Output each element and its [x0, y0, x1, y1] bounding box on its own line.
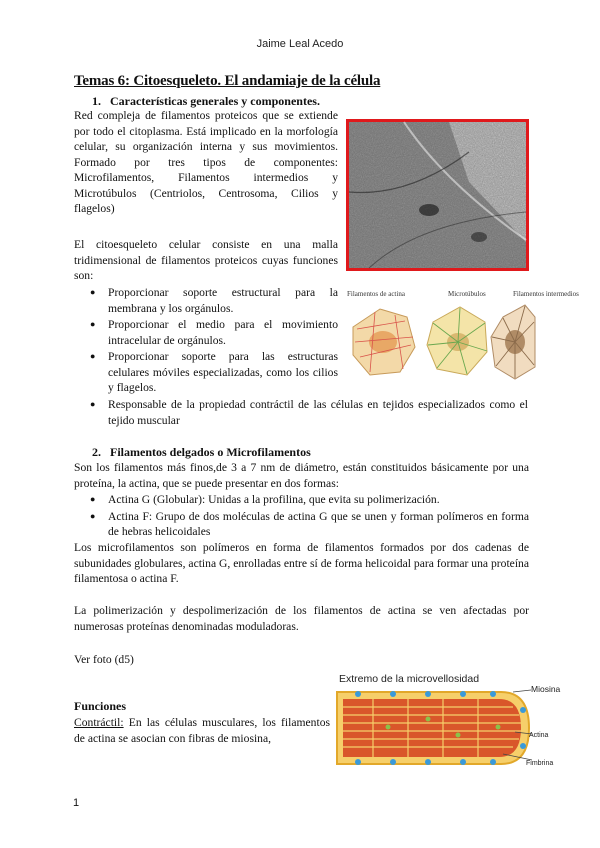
- list-item: ● Actina F: Grupo de dos moléculas de actina G que se unen y forman polímeros en forma de hebras helicoidales: [88, 509, 529, 540]
- section-2-para-2: Los microfilamentos son polímeros en forma de filamentos formados por dos cadenas de subunidades globulares, actina G, enrolladas entre sí de forma helicoidal para formar una proteína filamentosa o actina F.: [74, 541, 529, 585]
- section-1-para-2: El citoesqueleto celular consiste en una malla tridimensional de filamentos proteicos cuyas funciones son:: [74, 238, 338, 282]
- caption-intermediate: Filamentos intermedios: [513, 290, 579, 298]
- section-2-heading: 2. Filamentos delgados o Microfilamentos: [92, 445, 311, 459]
- section-2-para-1: Son los filamentos más finos,de 3 a 7 nm de diámetro, están constituidos básicamente por una proteína, la actina, que se puede presentar en dos formas:: [74, 461, 529, 490]
- page-title: Temas 6: Citoesqueleto. El andamiaje de la célula: [74, 73, 381, 89]
- list-item: ● Proporcionar el medio para el movimiento intracelular de orgánulos.: [88, 317, 338, 348]
- page-number: 1: [73, 797, 80, 809]
- label-actina: Actina: [529, 732, 549, 739]
- contractile-text: En las células musculares, los filamentos de actina se asocian con fibras de miosina,: [74, 716, 330, 745]
- cell-intermediate-icon: [491, 305, 535, 379]
- list-item: ● Proporcionar soporte para las estructuras celulares móviles especializadas, como los cilios y flagelos.: [88, 349, 338, 396]
- caption-actin: Filamentos de actina: [347, 290, 405, 298]
- list-item: ● Responsable de la propiedad contráctil de las células en tejidos especializados como el tejido muscular: [88, 397, 528, 428]
- functions-heading: Funciones: [74, 699, 127, 713]
- micrograph-image: [349, 122, 526, 268]
- section-1-heading: 1. Características generales y componentes.: [92, 94, 320, 108]
- cell-microtubules-icon: [427, 307, 487, 375]
- section-2-bullets: [88, 492, 529, 541]
- section-1-para-1: Red compleja de filamentos proteicos que se extiende por todo el citoplasma. Está implicado en la morfología celular, su organización interna y sus movimientos. Formado por tres tipos de componentes: Microfilamentos, Filamentos intermedios y Microtúbulos (Centriolos, Centrosoma, Cilios y flagelos): [74, 109, 338, 215]
- label-miosina: Miosina: [531, 684, 561, 694]
- contractile-label: Contráctil:: [74, 716, 124, 729]
- section-2-para-3: La polimerización y despolimerización de los filamentos de actina se ven afectadas por numerosas proteínas denominadas moduladoras.: [74, 604, 529, 633]
- microvillus-diagram: [333, 670, 561, 772]
- functions-contractile: [74, 715, 330, 746]
- caption-microtubules: Microtúbulos: [448, 290, 486, 298]
- section-1-bullets: [88, 285, 338, 397]
- photo-reference: Ver foto (d5): [74, 653, 134, 666]
- label-fimbrina: Fimbrina: [526, 760, 554, 767]
- microvillus-title: Extremo de la microvellosidad: [339, 673, 480, 685]
- cytoskeleton-micrograph: [346, 119, 529, 271]
- document-author: Jaime Leal Acedo: [256, 38, 344, 50]
- cytoskeleton-cells-diagram: [345, 287, 579, 387]
- list-item: ● Actina G (Globular): Unidas a la profilina, que evita su polimerización.: [88, 492, 529, 508]
- section-1-bullets-wide: [88, 397, 528, 429]
- list-item: ● Proporcionar soporte estructural para la membrana y los orgánulos.: [88, 285, 338, 316]
- cell-actin-icon: [353, 309, 415, 375]
